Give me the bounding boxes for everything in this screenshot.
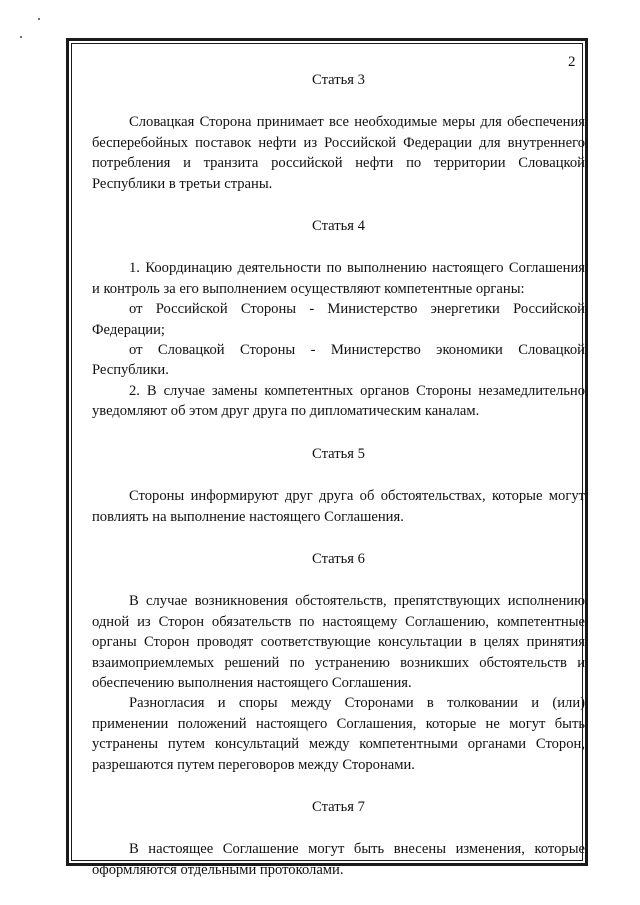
article-heading: Статья 7 <box>312 798 365 815</box>
article-heading: Статья 5 <box>312 445 365 462</box>
scan-speck <box>20 36 22 38</box>
article-paragraph: Стороны информируют друг друга об обстоятельствах, которые могут повлиять на выполнение настоящего Соглашения. <box>92 488 585 525</box>
article-paragraph: В случае возникновения обстоятельств, препятствующих исполнению одной из Сторон обязательств по настоящему Соглашению, компетентные органы Сторон проводят соответствующие консультации в целях принятия взаимоприемлемых решений по устранению возникших обстоятельств и обеспечению выполнения настоящего Соглашения. <box>92 593 585 691</box>
article-5 <box>92 444 585 527</box>
article-6 <box>92 549 585 775</box>
article-7 <box>92 797 585 880</box>
article-3 <box>92 70 585 194</box>
article-paragraph: Разногласия и споры между Сторонами в толковании и (или) применении положений настоящего Соглашения, которые не могут быть устранены путем консультаций между компетентными органами Сторон, разрешаются путем переговоров между Сторонами. <box>92 695 585 773</box>
article-heading: Статья 3 <box>312 72 365 88</box>
article-4 <box>92 216 585 422</box>
article-paragraph: от Словацкой Стороны - Министерство экономики Словацкой Республики. <box>92 342 585 379</box>
scan-speck <box>38 18 40 20</box>
page-number: 2 <box>568 54 576 70</box>
article-paragraph: 1. Координацию деятельности по выполнению настоящего Соглашения и контроль за его выполнением осуществляют компетентные органы: <box>92 260 585 297</box>
article-heading: Статья 6 <box>312 550 365 567</box>
article-heading: Статья 4 <box>312 218 365 235</box>
article-paragraph: 2. В случае замены компетентных органов Стороны незамедлительно уведомляют об этом друг друга по дипломатическим каналам. <box>92 382 585 420</box>
article-paragraph: В настоящее Соглашение могут быть внесены изменения, которые оформляются отдельными протоколами. <box>92 841 585 878</box>
article-paragraph: Словацкая Сторона принимает все необходимые меры для обеспечения бесперебойных поставок нефти из Российской Федерации для внутреннего потребления и транзита российской нефти по территории Словацкой Республики в третьи страны. <box>92 114 585 192</box>
article-paragraph: от Российской Стороны - Министерство энергетики Российской Федерации; <box>92 301 585 338</box>
document-body <box>92 70 585 880</box>
